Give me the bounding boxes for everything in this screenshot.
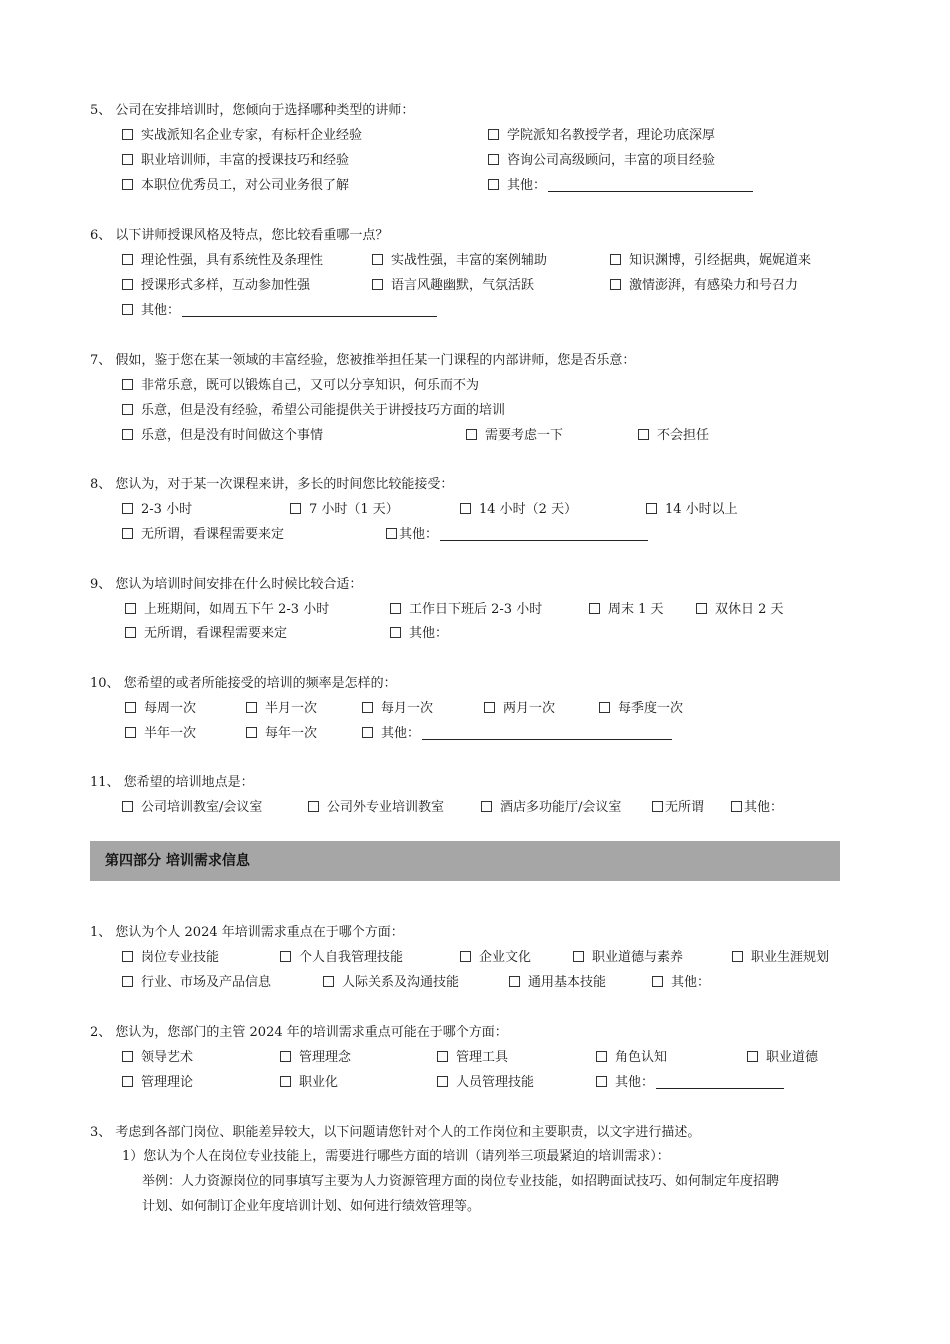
checkbox-icon[interactable] bbox=[280, 1051, 291, 1062]
checkbox-option[interactable]: 每季度一次 bbox=[599, 697, 683, 716]
checkbox-icon[interactable] bbox=[122, 503, 133, 514]
checkbox-option[interactable]: 语言风趣幽默，气氛活跃 bbox=[372, 274, 534, 293]
checkbox-icon[interactable] bbox=[437, 1051, 448, 1062]
checkbox-icon[interactable] bbox=[122, 404, 133, 415]
checkbox-option[interactable]: 工作日下班后 2-3 小时 bbox=[390, 598, 542, 617]
checkbox-icon[interactable] bbox=[122, 1051, 133, 1062]
checkbox-icon[interactable] bbox=[122, 801, 133, 812]
checkbox-icon[interactable] bbox=[731, 801, 742, 812]
checkbox-icon[interactable] bbox=[481, 801, 492, 812]
checkbox-option[interactable]: 个人自我管理技能 bbox=[280, 946, 403, 965]
checkbox-icon[interactable] bbox=[596, 1051, 607, 1062]
question-7: 7、 假如，鉴于您在某一领域的丰富经验，您被推举担任某一门课程的内部讲师，您是否乐意： bbox=[90, 353, 636, 368]
example-text: 举例：人力资源岗位的同事填写主要为人力资源管理方面的岗位专业技能，如招聘面试技巧、如何制定年度招聘 bbox=[142, 1174, 780, 1189]
checkbox-icon[interactable] bbox=[280, 1076, 291, 1087]
checkbox-option[interactable]: 每周一次 bbox=[125, 697, 196, 716]
checkbox-icon[interactable] bbox=[437, 1076, 448, 1087]
checkbox-option[interactable]: 咨询公司高级顾问，丰富的项目经验 bbox=[488, 149, 715, 168]
checkbox-icon[interactable] bbox=[308, 801, 319, 812]
checkbox-icon[interactable] bbox=[386, 528, 397, 539]
checkbox-option-other[interactable]: 其他： bbox=[652, 971, 710, 990]
checkbox-option[interactable]: 本职位优秀员工，对公司业务很了解 bbox=[122, 174, 349, 193]
checkbox-option[interactable]: 公司外专业培训教室 bbox=[308, 796, 444, 815]
checkbox-option[interactable]: 无所谓 bbox=[652, 796, 704, 815]
checkbox-icon[interactable] bbox=[696, 603, 707, 614]
checkbox-icon[interactable] bbox=[122, 379, 133, 390]
checkbox-option-other[interactable]: 其他： bbox=[362, 722, 672, 741]
checkbox-option[interactable]: 管理理论 bbox=[122, 1071, 193, 1090]
checkbox-option[interactable]: 职业培训师，丰富的授课技巧和经验 bbox=[122, 149, 349, 168]
checkbox-icon[interactable] bbox=[122, 154, 133, 165]
other-fill-line[interactable] bbox=[182, 303, 437, 317]
checkbox-icon[interactable] bbox=[372, 254, 383, 265]
checkbox-icon[interactable] bbox=[488, 154, 499, 165]
checkbox-icon[interactable] bbox=[290, 503, 301, 514]
question-8: 8、 您认为，对于某一次课程来讲，多长的时间您比较能接受： bbox=[90, 477, 454, 492]
question-10: 10、 您希望的或者所能接受的培训的频率是怎样的： bbox=[90, 676, 397, 691]
checkbox-option[interactable]: 角色认知 bbox=[596, 1046, 667, 1065]
checkbox-icon[interactable] bbox=[646, 503, 657, 514]
checkbox-option-other[interactable]: 其他： bbox=[390, 622, 448, 641]
checkbox-option[interactable]: 激情澎湃，有感染力和号召力 bbox=[610, 274, 798, 293]
checkbox-option[interactable]: 企业文化 bbox=[460, 946, 531, 965]
section4-question-1: 1、 您认为个人 2024 年培训需求重点在于哪个方面： bbox=[90, 925, 404, 940]
question-5: 5、 公司在安排培训时，您倾向于选择哪种类型的讲师： bbox=[90, 103, 415, 118]
checkbox-option-other[interactable]: 其他： bbox=[596, 1071, 784, 1090]
other-fill-line[interactable] bbox=[422, 726, 672, 740]
checkbox-option[interactable]: 双休日 2 天 bbox=[696, 598, 784, 617]
section4-question-3: 3、 考虑到各部门岗位、职能差异较大，以下问题请您针对个人的工作岗位和主要职责，以文字进行描述。 bbox=[90, 1125, 701, 1140]
checkbox-option[interactable]: 人员管理技能 bbox=[437, 1071, 534, 1090]
checkbox-icon[interactable] bbox=[323, 976, 334, 987]
checkbox-option[interactable]: 两月一次 bbox=[484, 697, 555, 716]
checkbox-option[interactable]: 公司培训教室/会议室 bbox=[122, 796, 262, 815]
question-9: 9、 您认为培训时间安排在什么时候比较合适： bbox=[90, 577, 363, 592]
checkbox-option[interactable]: 通用基本技能 bbox=[509, 971, 606, 990]
checkbox-icon[interactable] bbox=[652, 976, 663, 987]
checkbox-option[interactable]: 管理工具 bbox=[437, 1046, 508, 1065]
checkbox-option-other[interactable]: 其他： bbox=[731, 796, 783, 815]
checkbox-icon[interactable] bbox=[509, 976, 520, 987]
checkbox-option[interactable]: 实战性强，丰富的案例辅助 bbox=[372, 249, 547, 268]
checkbox-option[interactable]: 乐意，但是没有时间做这个事情 bbox=[122, 424, 323, 443]
checkbox-option[interactable]: 理论性强，具有系统性及条理性 bbox=[122, 249, 323, 268]
checkbox-option[interactable]: 岗位专业技能 bbox=[122, 946, 219, 965]
checkbox-icon[interactable] bbox=[460, 951, 471, 962]
checkbox-icon[interactable] bbox=[362, 727, 373, 738]
checkbox-icon[interactable] bbox=[747, 1051, 758, 1062]
checkbox-icon[interactable] bbox=[362, 702, 373, 713]
checkbox-icon[interactable] bbox=[466, 429, 477, 440]
checkbox-icon[interactable] bbox=[125, 603, 136, 614]
checkbox-icon[interactable] bbox=[122, 1076, 133, 1087]
checkbox-option[interactable]: 人际关系及沟通技能 bbox=[323, 971, 459, 990]
checkbox-icon[interactable] bbox=[246, 702, 257, 713]
checkbox-option[interactable]: 学院派知名教授学者，理论功底深厚 bbox=[488, 124, 715, 143]
checkbox-icon[interactable] bbox=[246, 727, 257, 738]
checkbox-option[interactable]: 半月一次 bbox=[246, 697, 317, 716]
section-header bbox=[90, 841, 840, 881]
checkbox-icon[interactable] bbox=[573, 951, 584, 962]
checkbox-icon[interactable] bbox=[488, 179, 499, 190]
checkbox-option[interactable]: 无所谓，看课程需要来定 bbox=[125, 622, 287, 641]
checkbox-option[interactable]: 无所谓，看课程需要来定 bbox=[122, 523, 284, 542]
checkbox-icon[interactable] bbox=[122, 951, 133, 962]
checkbox-option[interactable]: 每年一次 bbox=[246, 722, 317, 741]
checkbox-option[interactable]: 7 小时（1 天） bbox=[290, 498, 399, 517]
checkbox-icon[interactable] bbox=[122, 129, 133, 140]
section-title: 第四部分 培训需求信息 bbox=[105, 853, 250, 869]
checkbox-icon[interactable] bbox=[589, 603, 600, 614]
checkbox-icon[interactable] bbox=[122, 304, 133, 315]
checkbox-option[interactable]: 14 小时以上 bbox=[646, 498, 738, 517]
checkbox-option-other[interactable]: 其他： bbox=[122, 299, 437, 318]
checkbox-icon[interactable] bbox=[122, 254, 133, 265]
checkbox-icon[interactable] bbox=[390, 627, 401, 638]
checkbox-icon[interactable] bbox=[488, 129, 499, 140]
checkbox-option[interactable]: 需要考虑一下 bbox=[466, 424, 563, 443]
checkbox-option[interactable]: 周末 1 天 bbox=[589, 598, 664, 617]
checkbox-option[interactable]: 知识渊博，引经据典，娓娓道来 bbox=[610, 249, 811, 268]
checkbox-icon[interactable] bbox=[122, 528, 133, 539]
checkbox-option[interactable]: 授课形式多样，互动参加性强 bbox=[122, 274, 310, 293]
checkbox-icon[interactable] bbox=[125, 627, 136, 638]
checkbox-option[interactable]: 乐意，但是没有经验，希望公司能提供关于讲授技巧方面的培训 bbox=[122, 399, 505, 418]
checkbox-option[interactable]: 领导艺术 bbox=[122, 1046, 193, 1065]
checkbox-option-other[interactable]: 其他： bbox=[488, 174, 753, 193]
checkbox-option[interactable]: 每月一次 bbox=[362, 697, 433, 716]
checkbox-icon[interactable] bbox=[732, 951, 743, 962]
checkbox-icon[interactable] bbox=[610, 279, 621, 290]
checkbox-icon[interactable] bbox=[610, 254, 621, 265]
checkbox-icon[interactable] bbox=[125, 727, 136, 738]
checkbox-icon[interactable] bbox=[125, 702, 136, 713]
checkbox-icon[interactable] bbox=[280, 951, 291, 962]
checkbox-option[interactable]: 半年一次 bbox=[125, 722, 196, 741]
checkbox-option[interactable]: 管理理念 bbox=[280, 1046, 351, 1065]
checkbox-option[interactable]: 职业化 bbox=[280, 1071, 338, 1090]
checkbox-icon[interactable] bbox=[460, 503, 471, 514]
checkbox-option[interactable]: 行业、市场及产品信息 bbox=[122, 971, 271, 990]
checkbox-option[interactable]: 2-3 小时 bbox=[122, 498, 192, 517]
example-text: 计划、如何制订企业年度培训计划、如何进行绩效管理等。 bbox=[142, 1199, 481, 1214]
other-fill-line[interactable] bbox=[656, 1075, 784, 1089]
checkbox-option[interactable]: 14 小时（2 天） bbox=[460, 498, 577, 517]
checkbox-icon[interactable] bbox=[652, 801, 663, 812]
checkbox-option-other[interactable]: 其他： bbox=[386, 523, 648, 542]
checkbox-option[interactable]: 职业生涯规划 bbox=[732, 946, 829, 965]
checkbox-icon[interactable] bbox=[638, 429, 649, 440]
sub-question: 1）您认为个人在岗位专业技能上，需要进行哪些方面的培训（请列举三项最紧迫的培训需求）： bbox=[122, 1149, 670, 1164]
question-11: 11、 您希望的培训地点是： bbox=[90, 775, 254, 790]
section4-question-2: 2、 您认为，您部门的主管 2024 年的培训需求重点可能在于哪个方面： bbox=[90, 1025, 508, 1040]
checkbox-icon[interactable] bbox=[372, 279, 383, 290]
checkbox-icon[interactable] bbox=[122, 429, 133, 440]
checkbox-option[interactable]: 职业道德 bbox=[747, 1046, 818, 1065]
checkbox-option[interactable]: 酒店多功能厅/会议室 bbox=[481, 796, 621, 815]
checkbox-option[interactable]: 非常乐意，既可以锻炼自己，又可以分享知识，何乐而不为 bbox=[122, 374, 479, 393]
other-fill-line[interactable] bbox=[548, 178, 753, 192]
checkbox-icon[interactable] bbox=[122, 279, 133, 290]
checkbox-icon[interactable] bbox=[122, 179, 133, 190]
checkbox-icon[interactable] bbox=[390, 603, 401, 614]
checkbox-option[interactable]: 职业道德与素养 bbox=[573, 946, 683, 965]
checkbox-option[interactable]: 不会担任 bbox=[638, 424, 709, 443]
other-fill-line[interactable] bbox=[440, 527, 648, 541]
question-6: 6、 以下讲师授课风格及特点，您比较看重哪一点？ bbox=[90, 228, 389, 243]
checkbox-icon[interactable] bbox=[484, 702, 495, 713]
checkbox-option[interactable]: 上班期间，如周五下午 2-3 小时 bbox=[125, 598, 329, 617]
checkbox-icon[interactable] bbox=[122, 976, 133, 987]
checkbox-icon[interactable] bbox=[596, 1076, 607, 1087]
checkbox-icon[interactable] bbox=[599, 702, 610, 713]
checkbox-option[interactable]: 实战派知名企业专家，有标杆企业经验 bbox=[122, 124, 362, 143]
